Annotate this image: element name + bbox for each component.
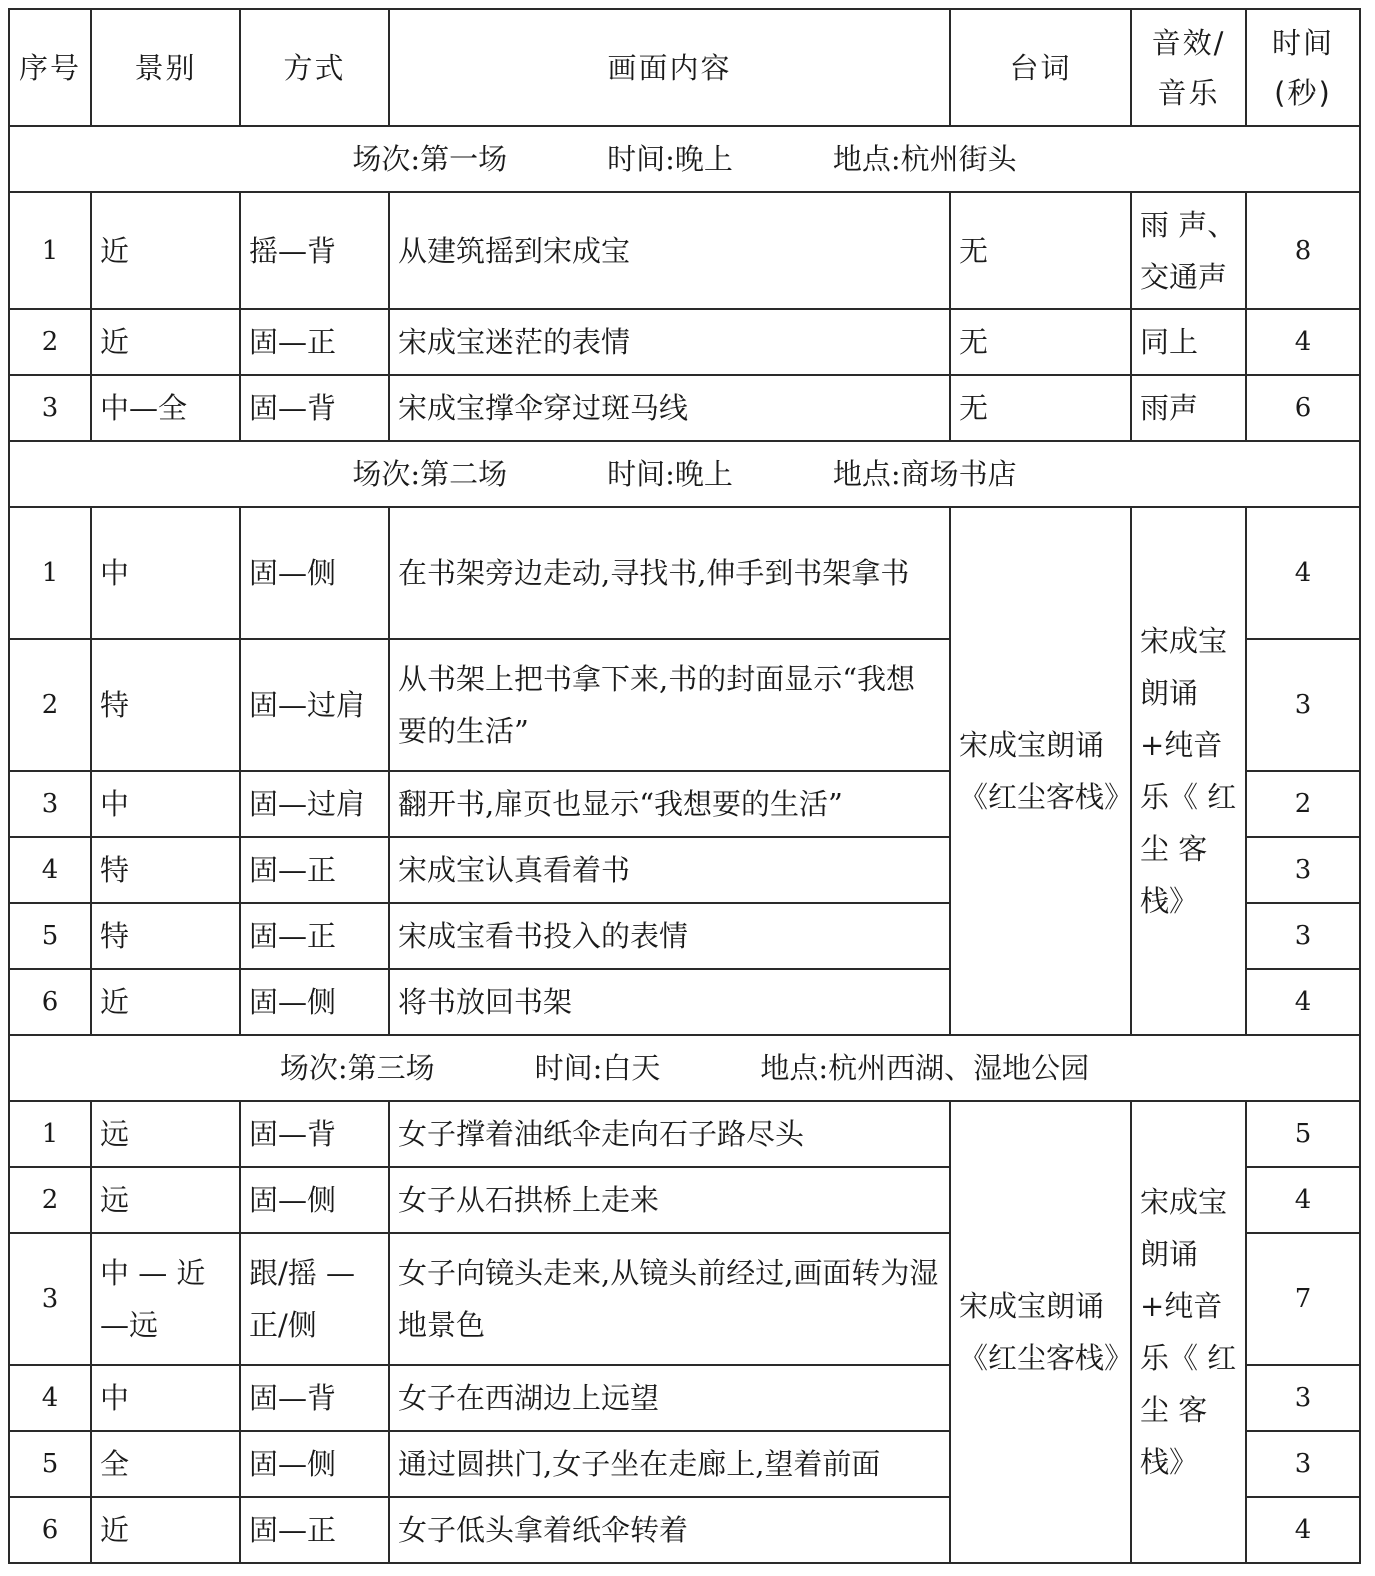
cell-shot: 中 bbox=[91, 771, 240, 837]
scene-time: 时间:晚上 bbox=[607, 142, 733, 176]
cell-secs: 4 bbox=[1246, 309, 1360, 375]
cell-no: 5 bbox=[9, 1431, 91, 1497]
cell-method: 固—正 bbox=[240, 903, 389, 969]
cell-no: 2 bbox=[9, 309, 91, 375]
table-row bbox=[9, 192, 1360, 309]
header-no: 序号 bbox=[9, 9, 91, 126]
cell-secs: 3 bbox=[1246, 1431, 1360, 1497]
header-lines: 台词 bbox=[950, 9, 1131, 126]
cell-method: 固—正 bbox=[240, 837, 389, 903]
cell-method: 固—背 bbox=[240, 375, 389, 441]
cell-content: 女子在西湖边上远望 bbox=[389, 1365, 950, 1431]
scene-time: 时间:白天 bbox=[534, 1051, 661, 1085]
cell-no: 3 bbox=[9, 375, 91, 441]
cell-no: 3 bbox=[9, 771, 91, 837]
cell-shot: 近 bbox=[91, 192, 240, 309]
cell-content: 宋成宝认真看着书 bbox=[389, 837, 950, 903]
cell-no: 4 bbox=[9, 837, 91, 903]
scene-heading bbox=[9, 1035, 1360, 1101]
cell-content: 宋成宝撑伞穿过斑马线 bbox=[389, 375, 950, 441]
cell-method: 固—背 bbox=[240, 1101, 389, 1167]
cell-secs: 7 bbox=[1246, 1233, 1360, 1365]
cell-content: 宋成宝看书投入的表情 bbox=[389, 903, 950, 969]
cell-sound-merged: 宋成宝朗诵+纯音乐《 红 尘 客栈》 bbox=[1131, 1101, 1246, 1563]
cell-method: 摇—背 bbox=[240, 192, 389, 309]
cell-shot: 中 bbox=[91, 1365, 240, 1431]
header-sound-line1: 音效/ bbox=[1151, 25, 1226, 60]
cell-content: 通过圆拱门,女子坐在走廊上,望着前面 bbox=[389, 1431, 950, 1497]
header-time-line1: 时间 bbox=[1271, 25, 1334, 60]
header-method: 方式 bbox=[240, 9, 389, 126]
cell-no: 5 bbox=[9, 903, 91, 969]
cell-content: 女子撑着油纸伞走向石子路尽头 bbox=[389, 1101, 950, 1167]
scene-label: 场次:第二场 bbox=[352, 457, 508, 491]
cell-no: 3 bbox=[9, 1233, 91, 1365]
cell-secs: 6 bbox=[1246, 375, 1360, 441]
header-sound bbox=[1131, 9, 1246, 126]
cell-no: 1 bbox=[9, 192, 91, 309]
cell-shot: 近 bbox=[91, 309, 240, 375]
cell-sound: 雨 声、交通声 bbox=[1131, 192, 1246, 309]
cell-secs: 4 bbox=[1246, 507, 1360, 639]
scene-heading-row bbox=[9, 126, 1360, 192]
cell-secs: 2 bbox=[1246, 771, 1360, 837]
cell-lines: 无 bbox=[950, 309, 1131, 375]
cell-method: 固—侧 bbox=[240, 969, 389, 1035]
cell-secs: 4 bbox=[1246, 1167, 1360, 1233]
cell-shot: 中—全 bbox=[91, 375, 240, 441]
cell-method: 固—侧 bbox=[240, 1167, 389, 1233]
cell-shot: 中 bbox=[91, 507, 240, 639]
header-sound-line2: 音乐 bbox=[1157, 75, 1220, 110]
cell-secs: 4 bbox=[1246, 969, 1360, 1035]
cell-no: 6 bbox=[9, 1497, 91, 1563]
cell-no: 1 bbox=[9, 507, 91, 639]
scene-place: 地点:杭州街头 bbox=[832, 142, 1017, 176]
header-time-line2: (秒) bbox=[1274, 75, 1332, 110]
cell-shot: 远 bbox=[91, 1101, 240, 1167]
cell-lines-merged: 宋成宝朗诵《红尘客栈》 bbox=[950, 1101, 1131, 1563]
header-time bbox=[1246, 9, 1360, 126]
cell-sound-merged: 宋成宝朗诵+纯音乐《 红 尘 客栈》 bbox=[1131, 507, 1246, 1035]
cell-secs: 3 bbox=[1246, 639, 1360, 771]
cell-lines: 无 bbox=[950, 375, 1131, 441]
scene-heading bbox=[9, 126, 1360, 192]
cell-method: 固—侧 bbox=[240, 507, 389, 639]
cell-method: 跟/摇 —正/侧 bbox=[240, 1233, 389, 1365]
cell-method: 固—过肩 bbox=[240, 771, 389, 837]
table-row bbox=[9, 309, 1360, 375]
scene-label: 场次:第三场 bbox=[279, 1051, 435, 1085]
cell-lines: 无 bbox=[950, 192, 1131, 309]
cell-method: 固—背 bbox=[240, 1365, 389, 1431]
cell-content: 女子低头拿着纸伞转着 bbox=[389, 1497, 950, 1563]
cell-secs: 4 bbox=[1246, 1497, 1360, 1563]
cell-secs: 3 bbox=[1246, 903, 1360, 969]
header-content: 画面内容 bbox=[389, 9, 950, 126]
cell-no: 1 bbox=[9, 1101, 91, 1167]
cell-secs: 5 bbox=[1246, 1101, 1360, 1167]
cell-no: 6 bbox=[9, 969, 91, 1035]
cell-shot: 特 bbox=[91, 837, 240, 903]
header-shot: 景别 bbox=[91, 9, 240, 126]
cell-content: 翻开书,扉页也显示“我想要的生活” bbox=[389, 771, 950, 837]
cell-method: 固—正 bbox=[240, 309, 389, 375]
cell-content: 从建筑摇到宋成宝 bbox=[389, 192, 950, 309]
cell-sound: 同上 bbox=[1131, 309, 1246, 375]
cell-shot: 近 bbox=[91, 1497, 240, 1563]
cell-method: 固—过肩 bbox=[240, 639, 389, 771]
table-row bbox=[9, 375, 1360, 441]
cell-content: 宋成宝迷茫的表情 bbox=[389, 309, 950, 375]
scene-heading bbox=[9, 441, 1360, 507]
cell-content: 将书放回书架 bbox=[389, 969, 950, 1035]
cell-shot: 近 bbox=[91, 969, 240, 1035]
cell-content: 女子向镜头走来,从镜头前经过,画面转为湿地景色 bbox=[389, 1233, 950, 1365]
cell-shot: 特 bbox=[91, 903, 240, 969]
cell-method: 固—正 bbox=[240, 1497, 389, 1563]
cell-secs: 3 bbox=[1246, 1365, 1360, 1431]
scene-label: 场次:第一场 bbox=[352, 142, 508, 176]
cell-method: 固—侧 bbox=[240, 1431, 389, 1497]
cell-secs: 3 bbox=[1246, 837, 1360, 903]
cell-lines-merged: 宋成宝朗诵《红尘客栈》 bbox=[950, 507, 1131, 1035]
cell-no: 2 bbox=[9, 1167, 91, 1233]
cell-shot: 特 bbox=[91, 639, 240, 771]
scene-place: 地点:杭州西湖、湿地公园 bbox=[760, 1051, 1090, 1085]
cell-shot: 全 bbox=[91, 1431, 240, 1497]
cell-content: 从书架上把书拿下来,书的封面显示“我想要的生活” bbox=[389, 639, 950, 771]
cell-shot: 远 bbox=[91, 1167, 240, 1233]
cell-content: 在书架旁边走动,寻找书,伸手到书架拿书 bbox=[389, 507, 950, 639]
header-row bbox=[9, 9, 1360, 126]
cell-secs: 8 bbox=[1246, 192, 1360, 309]
scene-heading-row bbox=[9, 1035, 1360, 1101]
cell-no: 4 bbox=[9, 1365, 91, 1431]
storyboard-table bbox=[8, 8, 1361, 1564]
table-row bbox=[9, 507, 1360, 639]
scene-heading-row bbox=[9, 441, 1360, 507]
scene-time: 时间:晚上 bbox=[607, 457, 733, 491]
scene-place: 地点:商场书店 bbox=[832, 457, 1017, 491]
cell-no: 2 bbox=[9, 639, 91, 771]
cell-sound: 雨声 bbox=[1131, 375, 1246, 441]
cell-content: 女子从石拱桥上走来 bbox=[389, 1167, 950, 1233]
table-row bbox=[9, 1101, 1360, 1167]
cell-shot: 中 — 近—远 bbox=[91, 1233, 240, 1365]
